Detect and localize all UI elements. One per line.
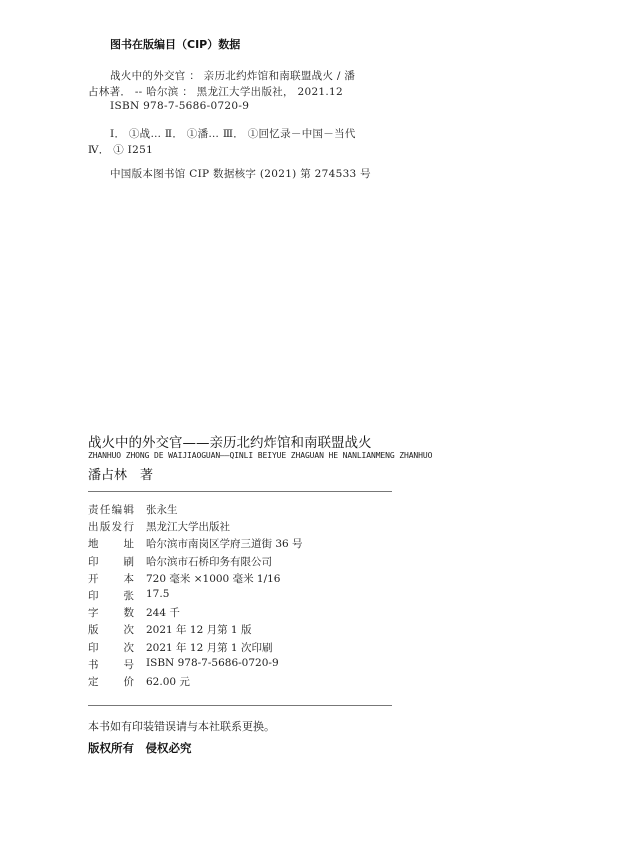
cip-heading: 图书在版编目（CIP）数据 [110, 38, 241, 51]
info-label-char: 书 [88, 658, 99, 671]
info-label-char: 张 [123, 589, 134, 602]
info-label-char: 址 [123, 538, 134, 551]
divider-bottom [88, 705, 392, 706]
replacement-notice: 本书如有印装错误请与本社联系更换。 [88, 720, 275, 733]
info-value: 2021 年 12 月第 1 次印刷 [146, 641, 273, 654]
info-value: 62.00 元 [146, 675, 190, 688]
cip-line-3: ISBN 978-7-5686-0720-9 [110, 100, 250, 112]
info-label-char: 字 [88, 607, 99, 620]
cip-line-4: Ⅰ． ①战… Ⅱ． ①潘… Ⅲ． ①回忆录－中国－当代 [110, 128, 356, 140]
info-label-char: 编 [111, 504, 123, 516]
info-label-char: 发 [111, 521, 123, 534]
divider-top [88, 491, 392, 492]
info-label-char: 价 [123, 675, 134, 688]
info-label [88, 502, 134, 517]
info-label-char: 次 [123, 641, 134, 654]
info-label-char: 开 [88, 572, 99, 585]
info-value: 黑龙江大学出版社 [146, 521, 230, 534]
copyright-notice: 版权所有 侵权必究 [88, 741, 192, 755]
info-label-char: 行 [123, 521, 134, 534]
info-label [88, 657, 134, 672]
info-label-char: 定 [88, 675, 99, 688]
info-label-char: 刷 [123, 555, 134, 568]
info-value: 244 千 [146, 607, 180, 620]
book-author: 潘占林 著 [88, 468, 154, 483]
info-label [88, 536, 134, 551]
info-label-char: 本 [123, 572, 134, 585]
info-label [88, 519, 134, 534]
cip-line-5: Ⅳ． ① I251 [88, 144, 154, 156]
info-label-char: 任 [99, 504, 111, 516]
info-label-char: 出 [88, 521, 99, 534]
cip-line-1: 战火中的外交官 ： 亲历北约炸馆和南联盟战火 / 潘 [110, 70, 356, 82]
info-value: 哈尔滨市南岗区学府三道街 36 号 [146, 538, 303, 551]
info-value: ISBN 978-7-5686-0720-9 [146, 656, 279, 669]
info-label-char: 版 [99, 521, 111, 534]
info-label-char: 印 [88, 641, 99, 654]
info-label-char: 责 [88, 504, 99, 516]
info-label-char: 号 [123, 658, 134, 671]
info-label [88, 588, 134, 603]
info-label [88, 605, 134, 620]
info-label-char: 次 [123, 624, 134, 637]
info-value: 720 毫米 ×1000 毫米 1/16 [146, 572, 281, 585]
info-value: 17.5 [146, 587, 170, 600]
info-label-char: 印 [88, 555, 99, 568]
cip-line-6: 中国版本图书馆 CIP 数据核字 (2021) 第 274533 号 [110, 168, 371, 180]
info-label [88, 640, 134, 655]
info-label [88, 674, 134, 689]
info-value: 哈尔滨市石桥印务有限公司 [146, 555, 272, 568]
info-label-char: 辑 [123, 504, 134, 516]
info-label-char: 印 [88, 589, 99, 602]
cip-line-2: 占林著． -- 哈尔滨 ： 黑龙江大学出版社， 2021.12 [88, 86, 344, 98]
info-label-char: 版 [88, 624, 99, 637]
info-label [88, 554, 134, 569]
info-label-char: 地 [88, 538, 99, 551]
info-value: 张永生 [146, 504, 178, 516]
info-label [88, 622, 134, 637]
book-title: 战火中的外交官——亲历北约炸馆和南联盟战火 [88, 435, 372, 451]
info-value: 2021 年 12 月第 1 版 [146, 624, 252, 637]
info-label-char: 数 [123, 607, 134, 620]
info-label [88, 571, 134, 586]
book-title-pinyin: ZHANHUO ZHONG DE WAIJIAOGUAN——QINLI BEIYUE ZHAGUAN HE NANLIANMENG ZHANHUO [88, 451, 433, 460]
